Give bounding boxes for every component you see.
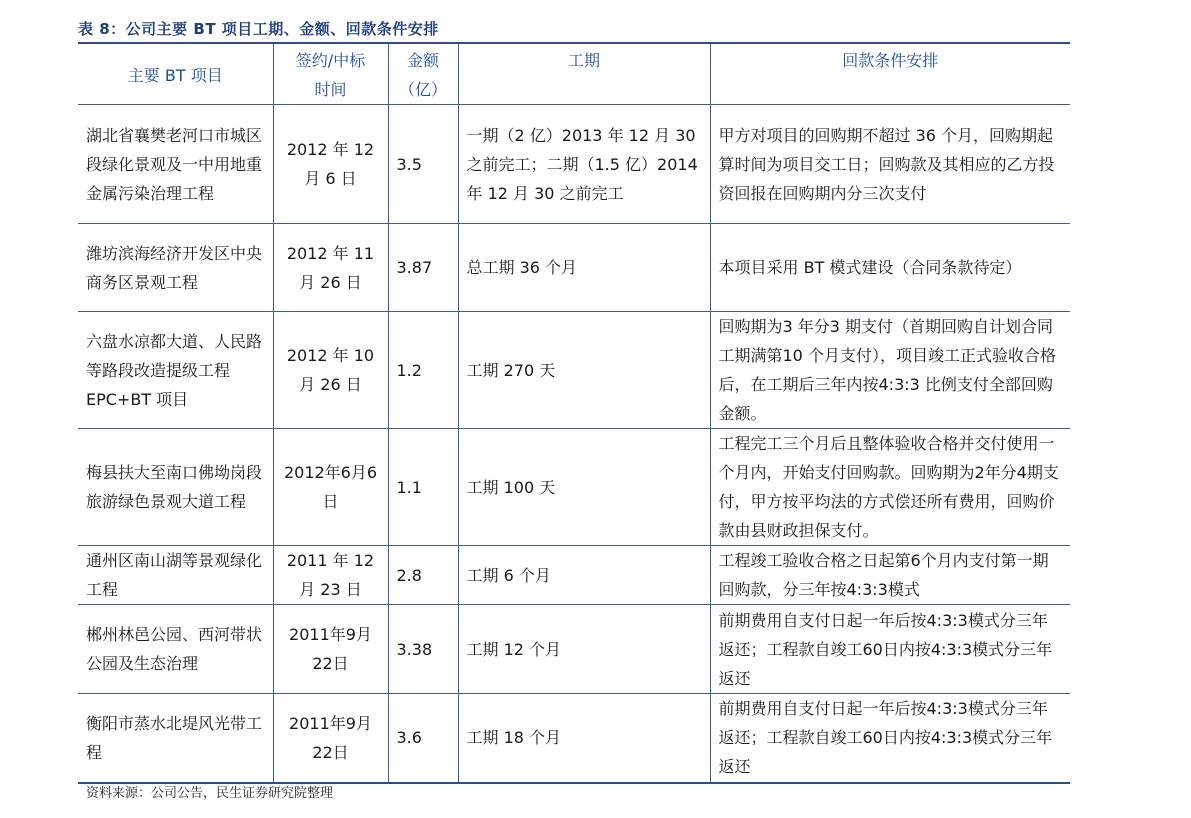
table-row [78, 694, 1070, 783]
table-row [78, 312, 1070, 429]
bt-projects-table [78, 42, 1070, 784]
header-payment: 回款条件安排 [710, 43, 1070, 105]
cell-amount: 1.1 [388, 429, 458, 546]
header-project: 主要 BT 项目 [78, 43, 273, 105]
cell-amount: 3.87 [388, 224, 458, 312]
cell-payment: 前期费用自支付日起一年后按4:3:3模式分三年返还；工程款自竣工60日内按4:3:3模式分三年返还 [710, 694, 1070, 783]
cell-period: 一期（2 亿）2013 年 12 月 30 之前完工；二期（1.5 亿）2014 年 12 月 30 之前完工 [458, 105, 710, 224]
cell-payment: 甲方对项目的回购期不超过 36 个月，回购期起算时间为项目交工日；回购款及其相应的乙方投资回报在回购期内分三次支付 [710, 105, 1070, 224]
table-row [78, 546, 1070, 605]
cell-amount: 2.8 [388, 546, 458, 605]
cell-period: 工期 12 个月 [458, 605, 710, 694]
cell-time: 2011年9月22日 [273, 605, 388, 694]
cell-amount: 3.5 [388, 105, 458, 224]
cell-time: 2012 年 12 月 6 日 [273, 105, 388, 224]
cell-period: 工期 18 个月 [458, 694, 710, 783]
cell-project: 衡阳市蒸水北堤风光带工程 [78, 694, 273, 783]
cell-project: 通州区南山湖等景观绿化工程 [78, 546, 273, 605]
cell-time: 2012 年 10 月 26 日 [273, 312, 388, 429]
cell-project: 潍坊滨海经济开发区中央商务区景观工程 [78, 224, 273, 312]
header-period: 工期 [458, 43, 710, 105]
cell-payment: 工程完工三个月后且整体验收合格并交付使用一个月内，开始支付回购款。回购期为2年分4期支付，甲方按平均法的方式偿还所有费用，回购价款由县财政担保支付。 [710, 429, 1070, 546]
cell-project: 郴州林邑公园、西河带状公园及生态治理 [78, 605, 273, 694]
table-row [78, 429, 1070, 546]
source-note: 资料来源：公司公告，民生证券研究院整理 [86, 786, 334, 801]
cell-payment: 本项目采用 BT 模式建设（合同条款待定） [710, 224, 1070, 312]
cell-time: 2012年6月6日 [273, 429, 388, 546]
cell-time: 2012 年 11 月 26 日 [273, 224, 388, 312]
cell-period: 总工期 36 个月 [458, 224, 710, 312]
table-row [78, 105, 1070, 224]
cell-payment: 工程竣工验收合格之日起第6个月内支付第一期回购款，分三年按4:3:3模式 [710, 546, 1070, 605]
cell-payment: 前期费用自支付日起一年后按4:3:3模式分三年返还；工程款自竣工60日内按4:3:3模式分三年返还 [710, 605, 1070, 694]
cell-project: 湖北省襄樊老河口市城区段绿化景观及一中用地重金属污染治理工程 [78, 105, 273, 224]
table-row [78, 605, 1070, 694]
cell-period: 工期 6 个月 [458, 546, 710, 605]
header-time: 签约/中标 时间 [273, 43, 388, 105]
cell-amount: 3.38 [388, 605, 458, 694]
cell-period: 工期 270 天 [458, 312, 710, 429]
cell-time: 2011 年 12 月 23 日 [273, 546, 388, 605]
cell-period: 工期 100 天 [458, 429, 710, 546]
cell-amount: 3.6 [388, 694, 458, 783]
cell-project: 六盘水凉都大道、人民路等路段改造提级工程 EPC+BT 项目 [78, 312, 273, 429]
table-row [78, 224, 1070, 312]
cell-time: 2011年9月22日 [273, 694, 388, 783]
cell-project: 梅县扶大至南口佛坳岗段旅游绿色景观大道工程 [78, 429, 273, 546]
header-amount: 金额 （亿） [388, 43, 458, 105]
cell-payment: 回购期为3 年分3 期支付（首期回购自计划合同工期满第10 个月支付），项目竣工正式验收合格后，在工期后三年内按4:3:3 比例支付全部回购金额。 [710, 312, 1070, 429]
cell-amount: 1.2 [388, 312, 458, 429]
table-caption: 表 8：公司主要 BT 项目工期、金额、回款条件安排 [78, 20, 439, 38]
